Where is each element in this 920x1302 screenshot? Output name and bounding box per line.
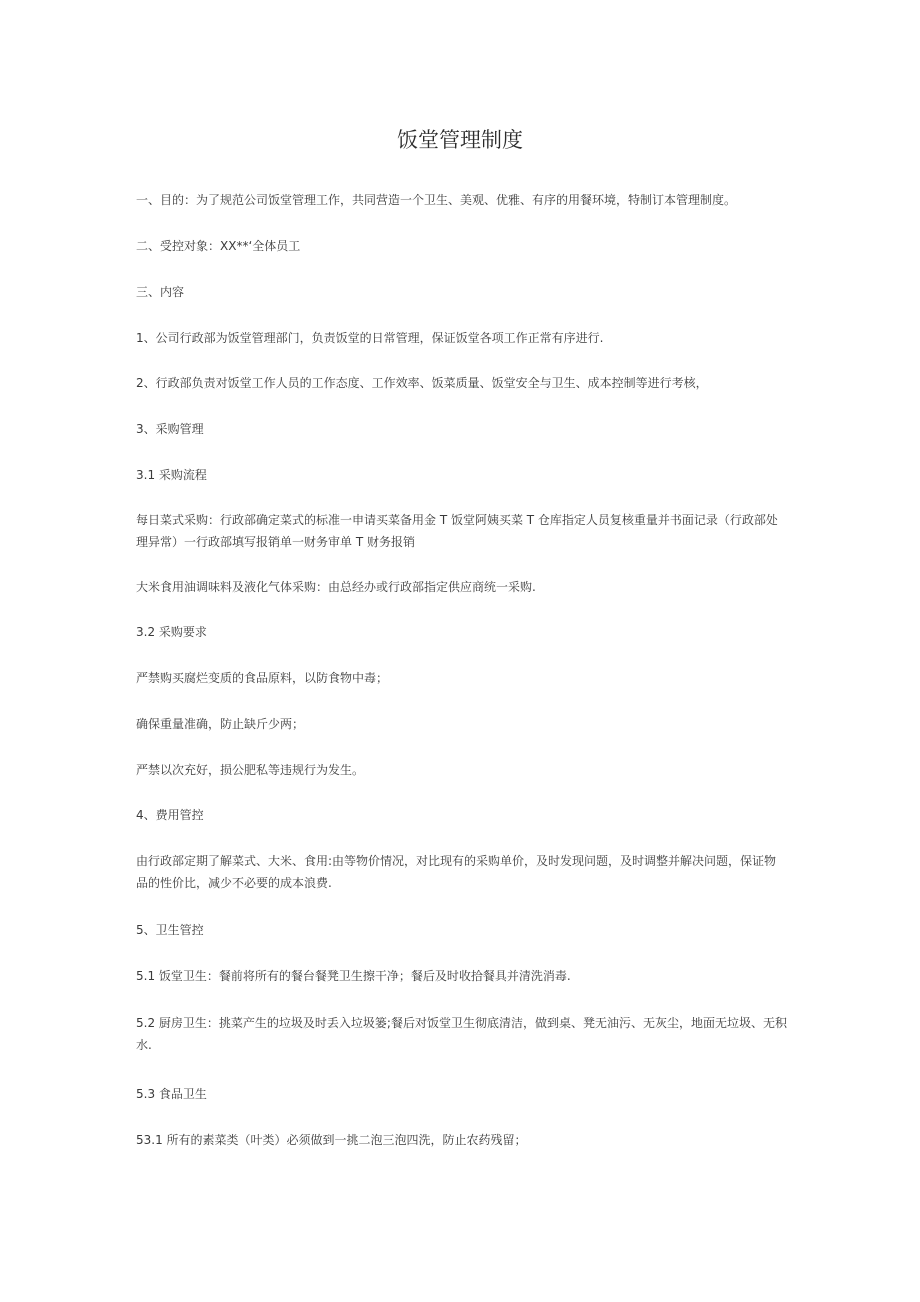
paragraph-procurement-process-heading: 3.1 采购流程	[136, 468, 207, 482]
paragraph-requirement-3: 严禁以次充好，损公肥私等违规行为发生。	[136, 763, 365, 777]
paragraph-food-hygiene-1: 53.1 所有的素菜类（叶类）必须做到一挑二泡三泡四洗，防止农药残留；	[136, 1133, 527, 1147]
paragraph-hygiene-heading: 5、卫生管控	[136, 923, 204, 937]
paragraph-requirement-2: 确保重量准确，防止缺斤少两；	[136, 717, 305, 731]
paragraph-bulk-procurement: 大米食用油调味料及液化气体采购：由总经办或行政部指定供应商统一采购.	[136, 580, 536, 594]
paragraph-item-1: 1、公司行政部为饭堂管理部门，负责饭堂的日常管理，保证饭堂各项工作正常有序进行.	[136, 331, 604, 345]
paragraph-purpose: 一、目的：为了规范公司饭堂管理工作，共同营造一个卫生、美观、优雅、有序的用餐环境，特制订本管理制度。	[136, 193, 737, 207]
paragraph-requirement-1: 严禁购买腐烂变质的食品原料，以防食物中毒；	[136, 671, 389, 685]
paragraph-food-hygiene-heading: 5.3 食品卫生	[136, 1087, 207, 1101]
paragraph-procurement-heading: 3、采购管理	[136, 422, 204, 436]
paragraph-daily-procurement: 每日菜式采购：行政部确定菜式的标准一申请买菜备用金 T 饭堂阿姨买菜 T 仓库指定人员复核重量并书面记录（行政部处理异常）一行政部填写报销单一财务审单 T 财务报销	[136, 513, 778, 549]
document-title: 饭堂管理制度	[397, 128, 523, 152]
paragraph-scope: 二、受控对象：XX**‘全体员工	[136, 239, 301, 253]
paragraph-cost-control-heading: 4、费用管控	[136, 808, 204, 822]
paragraph-cost-control: 由行政部定期了解菜式、大米、食用:由等物价情况，对比现有的采购单价，及时发现问题，及时调整并解决问题，保证物品的性价比，减少不必要的成本浪费.	[136, 854, 777, 890]
paragraph-item-2: 2、行政部负责对饭堂工作人员的工作态度、工作效率、饭菜质量、饭堂安全与卫生、成本控制等进行考核，	[136, 376, 708, 390]
paragraph-canteen-hygiene: 5.1 饭堂卫生：餐前将所有的餐台餐凳卫生擦干净；餐后及时收拾餐具并清洗消毒.	[136, 969, 571, 983]
paragraph-content-heading: 三、内容	[136, 285, 185, 299]
paragraph-kitchen-hygiene: 5.2 厨房卫生：挑菜产生的垃圾及时丢入垃圾篓;餐后对饭堂卫生彻底清洁，做到桌、凳无油污、无灰尘，地面无垃圾、无积水.	[136, 1016, 787, 1052]
paragraph-procurement-requirements-heading: 3.2 采购要求	[136, 625, 207, 639]
